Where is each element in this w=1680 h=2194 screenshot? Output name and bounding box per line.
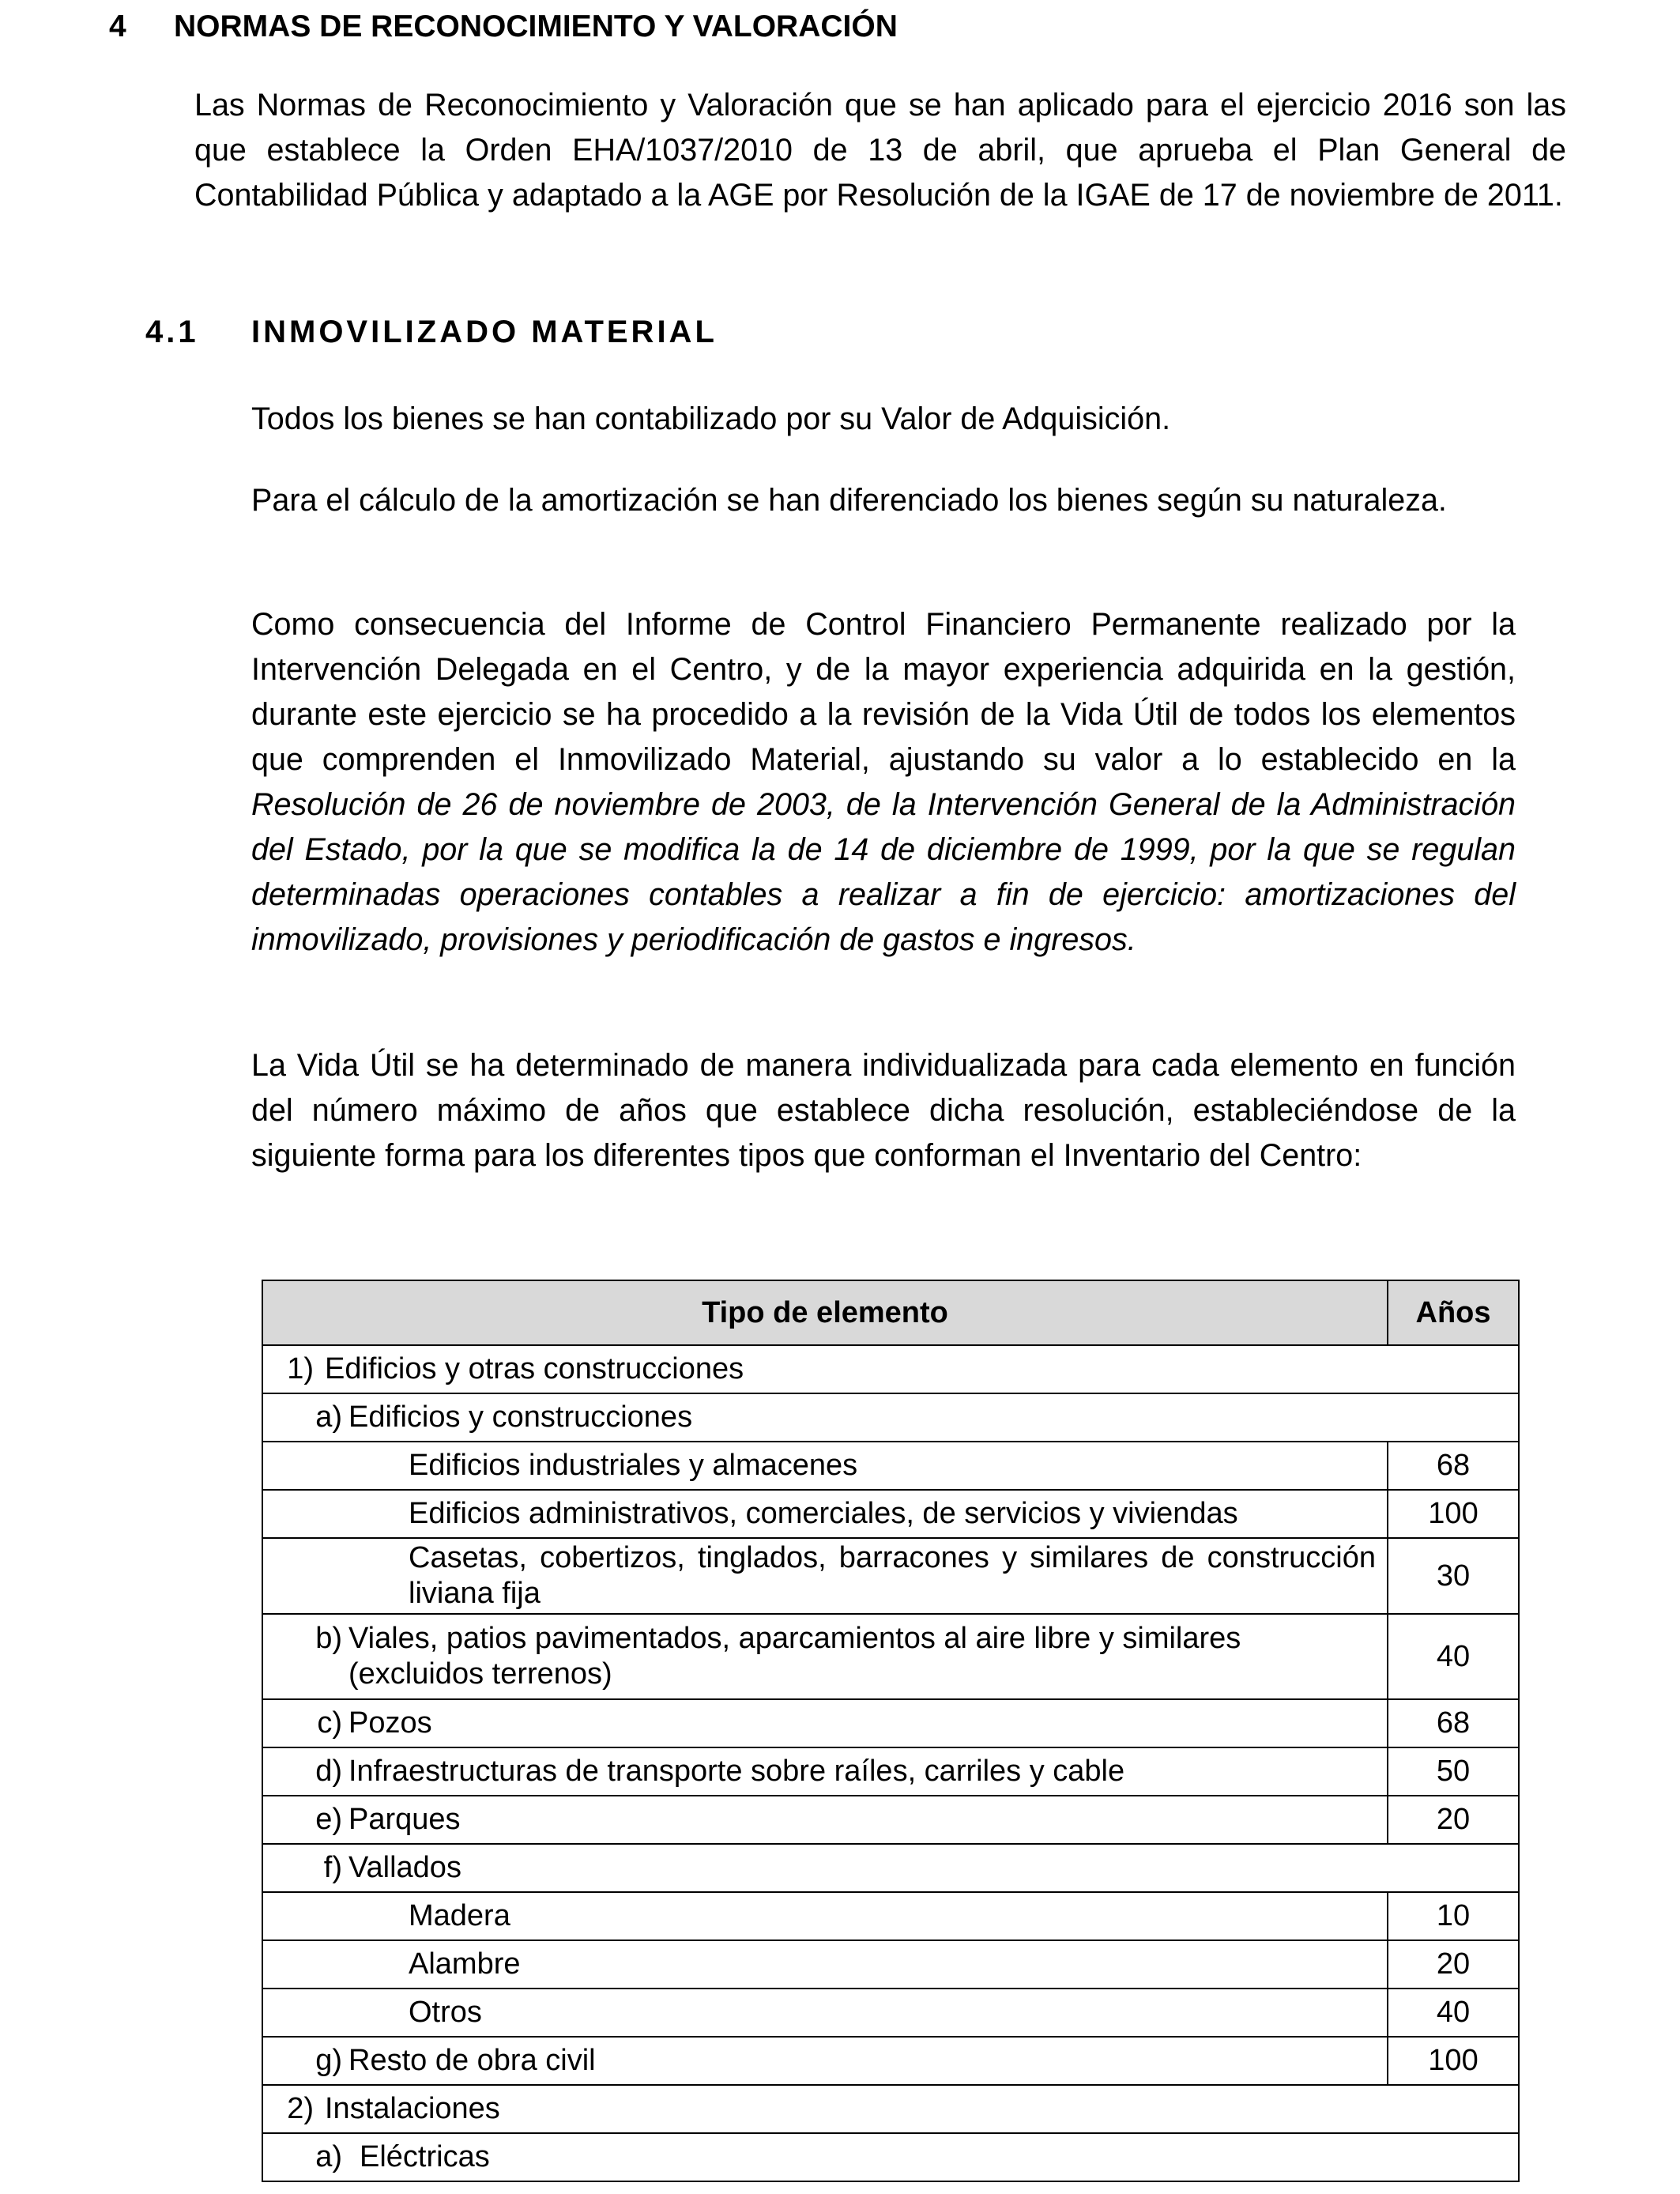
row-label: e) (315, 1803, 342, 1836)
row-years: 20 (1388, 1940, 1519, 1989)
section-heading (109, 9, 898, 44)
section-title: NORMAS DE RECONOCIMIENTO Y VALORACIÓN (174, 9, 898, 43)
row-label: g) (315, 2044, 342, 2077)
table-row (262, 2085, 1519, 2133)
table-header-row (262, 1280, 1519, 1345)
row-text: Edificios administrativos, comerciales, de servicios y viviendas (409, 1497, 1238, 1530)
table-row (262, 1345, 1519, 1393)
paragraph-informe-control (251, 602, 1516, 963)
table-row (262, 1442, 1519, 1490)
row-years: 68 (1388, 1442, 1519, 1490)
header-tipo: Tipo de elemento (262, 1280, 1388, 1345)
section-number: 4 (109, 9, 126, 43)
resolucion-citation: Resolución de 26 de noviembre de 2003, de la Intervención General de la Administración del Estado, por la que se modifica la de 14 de diciembre de 1999, por la que se regulan determinadas operaciones contables a realizar a fin de ejercicio: amortizaciones del inmovilizado, provisiones y periodificación de gastos e ingresos. (251, 787, 1516, 957)
table-row (262, 1538, 1519, 1614)
table-row (262, 1490, 1519, 1538)
subsection-heading (145, 315, 718, 350)
table-row (262, 1989, 1519, 2037)
row-text: Infraestructuras de transporte sobre raíles, carriles y cable (348, 1755, 1125, 1788)
row-years: 20 (1388, 1796, 1519, 1844)
row-years: 50 (1388, 1747, 1519, 1796)
intro-paragraph: Las Normas de Reconocimiento y Valoración que se han aplicado para el ejercicio 2016 son las que establece la Orden EHA/1037/2010 de 13 de abril, que aprueba el Plan General de Contabilidad Pública y adaptado a la AGE por Resolución de la IGAE de 17 de noviembre de 2011. (194, 88, 1566, 213)
row-label: a) (315, 1400, 342, 1434)
row-years: 100 (1388, 2037, 1519, 2085)
paragraph-vida-util: La Vida Útil se ha determinado de manera individualizada para cada elemento en función del número máximo de años que establece dicha resolución, estableciéndose de la siguiente forma para los diferentes tipos que conforman el Inventario del Centro: (251, 1048, 1516, 1173)
row-text: Madera (409, 1899, 510, 1932)
row-text: Instalaciones (325, 2092, 500, 2125)
row-text: Pozos (348, 1706, 432, 1740)
subsection-title: INMOVILIZADO MATERIAL (251, 315, 718, 349)
row-text: Edificios y construcciones (348, 1400, 693, 1434)
row-years: 40 (1388, 1989, 1519, 2037)
row-text: Casetas, cobertizos, tinglados, barracones y similares de construcción liviana fija (409, 1541, 1376, 1610)
table-row (262, 1699, 1519, 1747)
row-label: 1) (287, 1352, 314, 1385)
subsection-number: 4.1 (145, 315, 199, 349)
row-years: 68 (1388, 1699, 1519, 1747)
row-label: 2) (287, 2092, 314, 2125)
table-row (262, 2037, 1519, 2085)
row-text: Viales, patios pavimentados, aparcamientos al aire libre y similares (excluidos terrenos) (348, 1622, 1241, 1691)
table-row (262, 2133, 1519, 2181)
row-label: b) (315, 1622, 342, 1655)
table-row (262, 1796, 1519, 1844)
row-label: c) (317, 1706, 342, 1740)
row-years: 100 (1388, 1490, 1519, 1538)
header-anos: Años (1388, 1280, 1519, 1345)
paragraph-informe-text: Como consecuencia del Informe de Control Financiero Permanente realizado por la Intervención Delegada en el Centro, y de la mayor experiencia adquirida en la gestión, durante este ejercicio se ha procedido a la revisión de la Vida Útil de todos los elementos que comprenden el Inmovilizado Material, ajustando su valor a lo establecido en la (251, 607, 1516, 777)
table-row (262, 1747, 1519, 1796)
table-row (262, 1940, 1519, 1989)
row-text: Edificios y otras construcciones (325, 1352, 744, 1385)
table-row (262, 1892, 1519, 1940)
paragraph-calculo-amortizacion: Para el cálculo de la amortización se han diferenciado los bienes según su naturaleza. (251, 483, 1447, 518)
table-row (262, 1393, 1519, 1442)
row-label: f) (323, 1851, 342, 1884)
row-text: Vallados (348, 1851, 461, 1884)
row-years: 40 (1388, 1614, 1519, 1699)
row-text: Otros (409, 1996, 482, 2029)
table-row (262, 1844, 1519, 1892)
row-text: Eléctricas (360, 2140, 490, 2173)
row-label: d) (315, 1755, 342, 1788)
row-years: 30 (1388, 1538, 1519, 1614)
paragraph-valor-adquisicion: Todos los bienes se han contabilizado por su Valor de Adquisición. (251, 401, 1171, 436)
table-row (262, 1614, 1519, 1699)
row-text: Alambre (409, 1947, 521, 1981)
row-years: 10 (1388, 1892, 1519, 1940)
row-label: a) (315, 2140, 342, 2173)
row-text: Parques (348, 1803, 461, 1836)
row-text: Edificios industriales y almacenes (409, 1449, 858, 1482)
vida-util-table (262, 1280, 1520, 2182)
row-text: Resto de obra civil (348, 2044, 596, 2077)
